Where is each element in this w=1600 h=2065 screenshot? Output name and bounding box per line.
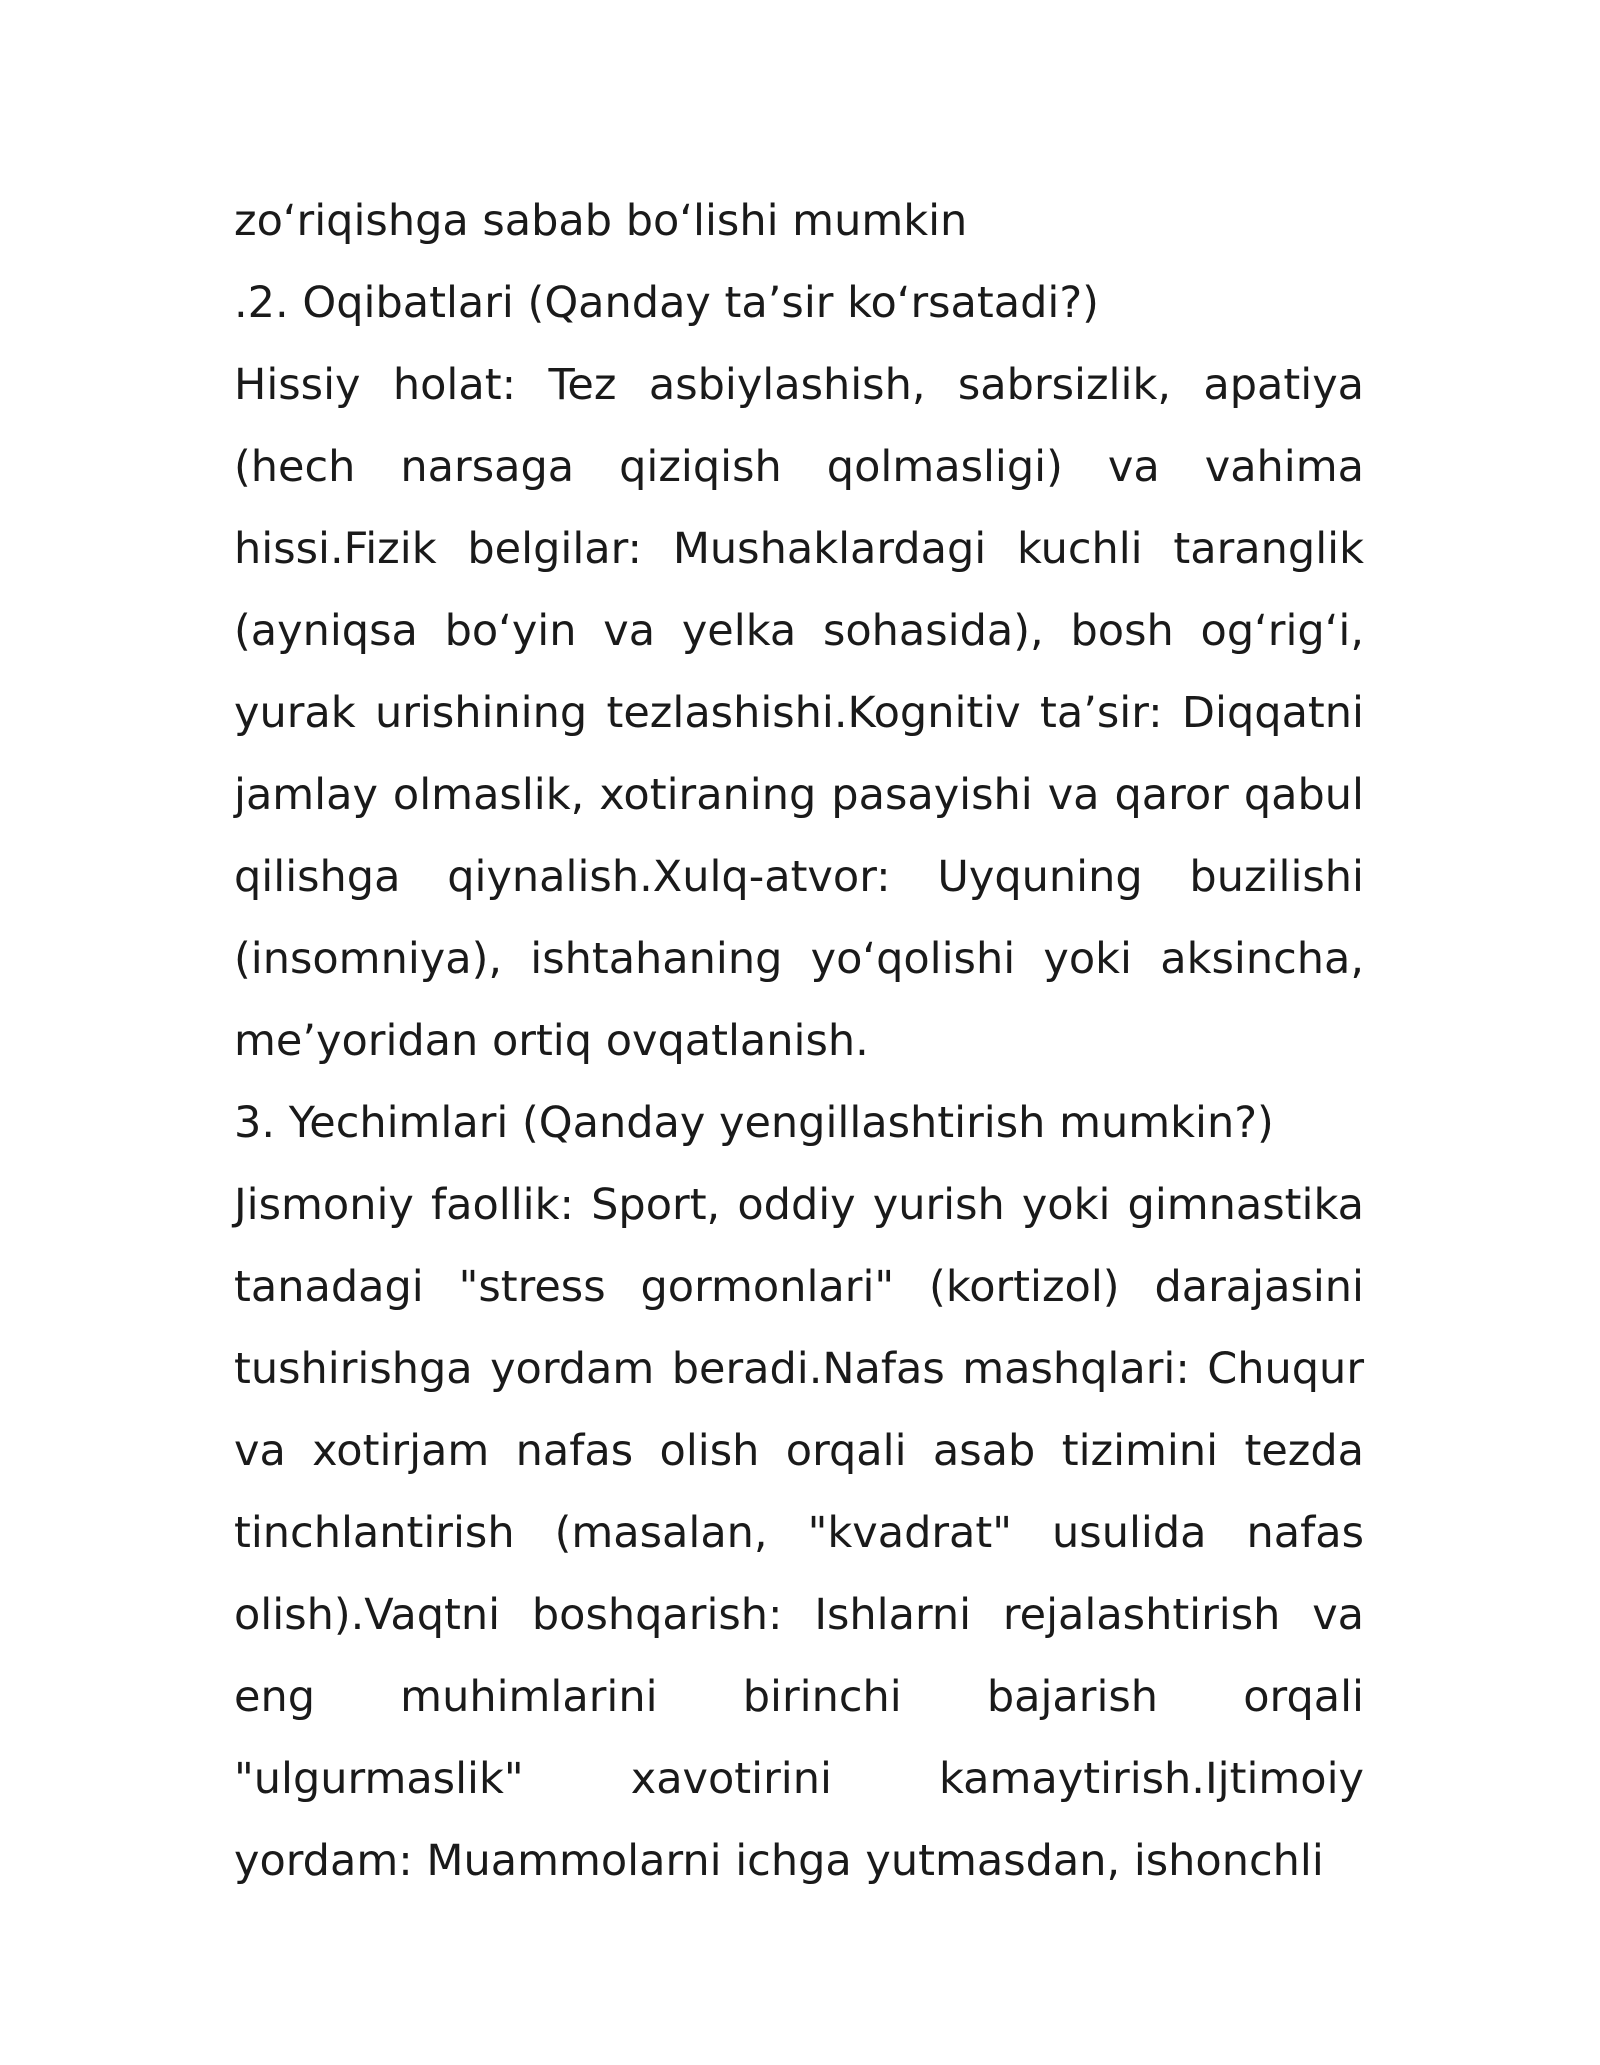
section-heading-consequences: .2. Oqibatlari (Qanday ta’sir ko‘rsatadi?): [234, 278, 1099, 328]
continued-text-line: zo‘riqishga sabab bo‘lishi mumkin: [234, 196, 968, 246]
section-heading-solutions: 3. Yechimlari (Qanday yengillashtirish mumkin?): [234, 1098, 1274, 1148]
paragraph-solutions: Jismoniy faollik: Sport, oddiy yurish yoki gimnastika tanadagi "stress gormonlari" (kortizol) darajasini tushirishga yordam beradi.Nafas mashqlari: Chuqur va xotirjam nafas olish orqali asab tizimini tezda tinchlantirish (masalan, "kvadrat" usulida nafas olish).Vaqtni boshqarish: Ishlarni rejalashtirish va eng muhimlarini birinchi bajarish orqali "ulgurmaslik" xavotirini kamaytirish.Ijtimoiy yordam: Muammolarni ichga yutmasdan, ishonchli: [234, 1180, 1364, 1886]
paragraph-consequences: Hissiy holat: Tez asbiylashish, sabrsizlik, apatiya (hech narsaga qiziqish qolmasligi) va vahima hissi.Fizik belgilar: Mushaklardagi kuchli taranglik (ayniqsa bo‘yin va yelka sohasida), bosh og‘rig‘i, yurak urishining tezlashishi.Kognitiv ta’sir: Diqqatni jamlay olmaslik, xotiraning pasayishi va qaror qabul qilishga qiynalish.Xulq-atvor: Uyquning buzilishi (insomniya), ishtahaning yo‘qolishi yoki aksincha, me’yoridan ortiq ovqatlanish.: [234, 360, 1364, 1066]
document-body: [234, 180, 1364, 1902]
